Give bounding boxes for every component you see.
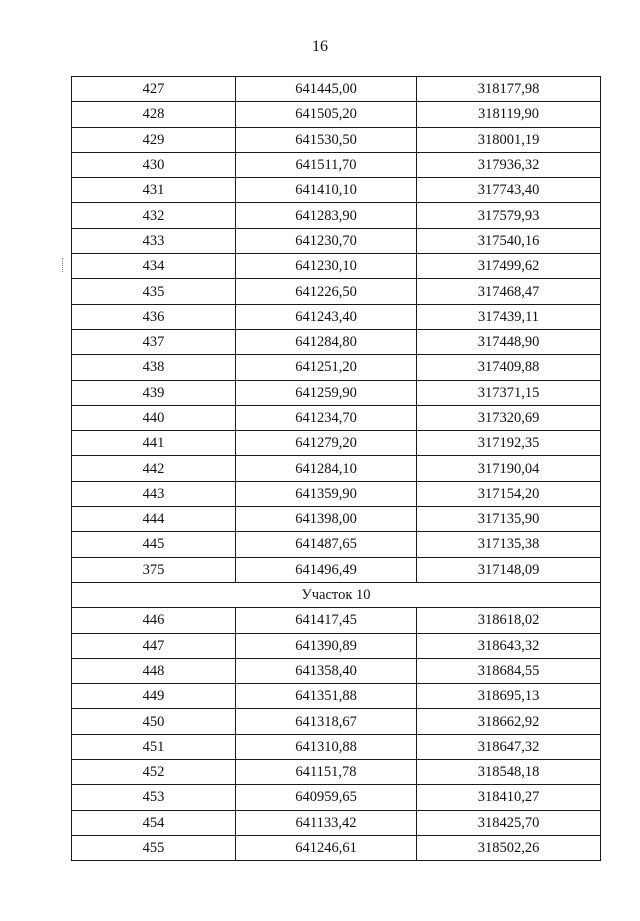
x-coordinate-cell: 641398,00 <box>236 507 417 532</box>
point-number-cell: 428 <box>72 102 236 127</box>
point-number-cell: 436 <box>72 304 236 329</box>
y-coordinate-cell: 317448,90 <box>417 329 601 354</box>
y-coordinate-cell: 317190,04 <box>417 456 601 481</box>
y-coordinate-cell: 317540,16 <box>417 228 601 253</box>
point-number-cell: 446 <box>72 608 236 633</box>
table-row <box>72 734 601 759</box>
x-coordinate-cell: 641226,50 <box>236 279 417 304</box>
x-coordinate-cell: 641259,90 <box>236 380 417 405</box>
point-number-cell: 375 <box>72 557 236 582</box>
point-number-cell: 450 <box>72 709 236 734</box>
table-row <box>72 532 601 557</box>
table-row <box>72 608 601 633</box>
coordinates-table-body <box>72 77 601 861</box>
y-coordinate-cell: 318684,55 <box>417 658 601 683</box>
point-number-cell: 445 <box>72 532 236 557</box>
table-row <box>72 456 601 481</box>
y-coordinate-cell: 317439,11 <box>417 304 601 329</box>
table-row <box>72 760 601 785</box>
point-number-cell: 434 <box>72 254 236 279</box>
point-number-cell: 448 <box>72 658 236 683</box>
table-row <box>72 633 601 658</box>
table-row <box>72 810 601 835</box>
point-number-cell: 438 <box>72 355 236 380</box>
table-row <box>72 431 601 456</box>
y-coordinate-cell: 317743,40 <box>417 178 601 203</box>
x-coordinate-cell: 641251,20 <box>236 355 417 380</box>
table-row <box>72 304 601 329</box>
x-coordinate-cell: 641133,42 <box>236 810 417 835</box>
y-coordinate-cell: 317579,93 <box>417 203 601 228</box>
y-coordinate-cell: 317192,35 <box>417 431 601 456</box>
y-coordinate-cell: 318643,32 <box>417 633 601 658</box>
table-row <box>72 658 601 683</box>
table-row <box>72 355 601 380</box>
y-coordinate-cell: 317409,88 <box>417 355 601 380</box>
y-coordinate-cell: 317499,62 <box>417 254 601 279</box>
table-row <box>72 329 601 354</box>
y-coordinate-cell: 318502,26 <box>417 835 601 860</box>
point-number-cell: 431 <box>72 178 236 203</box>
point-number-cell: 452 <box>72 760 236 785</box>
table-row <box>72 279 601 304</box>
point-number-cell: 433 <box>72 228 236 253</box>
point-number-cell: 442 <box>72 456 236 481</box>
y-coordinate-cell: 318425,70 <box>417 810 601 835</box>
x-coordinate-cell: 641487,65 <box>236 532 417 557</box>
x-coordinate-cell: 641310,88 <box>236 734 417 759</box>
point-number-cell: 427 <box>72 77 236 102</box>
y-coordinate-cell: 318647,32 <box>417 734 601 759</box>
x-coordinate-cell: 641410,10 <box>236 178 417 203</box>
point-number-cell: 444 <box>72 507 236 532</box>
x-coordinate-cell: 641358,40 <box>236 658 417 683</box>
point-number-cell: 451 <box>72 734 236 759</box>
point-number-cell: 449 <box>72 684 236 709</box>
y-coordinate-cell: 318662,92 <box>417 709 601 734</box>
section-header-row <box>72 582 601 607</box>
point-number-cell: 432 <box>72 203 236 228</box>
x-coordinate-cell: 641390,89 <box>236 633 417 658</box>
point-number-cell: 447 <box>72 633 236 658</box>
section-title: Участок 10 <box>72 582 601 607</box>
table-row <box>72 254 601 279</box>
point-number-cell: 443 <box>72 481 236 506</box>
point-number-cell: 435 <box>72 279 236 304</box>
y-coordinate-cell: 318410,27 <box>417 785 601 810</box>
y-coordinate-cell: 317135,90 <box>417 507 601 532</box>
x-coordinate-cell: 641284,10 <box>236 456 417 481</box>
point-number-cell: 429 <box>72 127 236 152</box>
table-row <box>72 77 601 102</box>
table-row <box>72 152 601 177</box>
x-coordinate-cell: 641234,70 <box>236 405 417 430</box>
point-number-cell: 439 <box>72 380 236 405</box>
page-number: 16 <box>312 38 328 55</box>
x-coordinate-cell: 641283,90 <box>236 203 417 228</box>
table-row <box>72 684 601 709</box>
x-coordinate-cell: 641445,00 <box>236 77 417 102</box>
coordinates-table <box>71 76 601 861</box>
x-coordinate-cell: 641351,88 <box>236 684 417 709</box>
x-coordinate-cell: 641230,10 <box>236 254 417 279</box>
table-row <box>72 178 601 203</box>
y-coordinate-cell: 318695,13 <box>417 684 601 709</box>
table-row <box>72 127 601 152</box>
y-coordinate-cell: 317371,15 <box>417 380 601 405</box>
x-coordinate-cell: 640959,65 <box>236 785 417 810</box>
y-coordinate-cell: 317135,38 <box>417 532 601 557</box>
x-coordinate-cell: 641284,80 <box>236 329 417 354</box>
point-number-cell: 437 <box>72 329 236 354</box>
y-coordinate-cell: 318548,18 <box>417 760 601 785</box>
x-coordinate-cell: 641511,70 <box>236 152 417 177</box>
y-coordinate-cell: 318001,19 <box>417 127 601 152</box>
x-coordinate-cell: 641230,70 <box>236 228 417 253</box>
y-coordinate-cell: 317936,32 <box>417 152 601 177</box>
y-coordinate-cell: 317154,20 <box>417 481 601 506</box>
table-row <box>72 203 601 228</box>
table-row <box>72 557 601 582</box>
table-row <box>72 380 601 405</box>
x-coordinate-cell: 641243,40 <box>236 304 417 329</box>
x-coordinate-cell: 641318,67 <box>236 709 417 734</box>
y-coordinate-cell: 317148,09 <box>417 557 601 582</box>
table-row <box>72 481 601 506</box>
margin-mark <box>62 258 64 272</box>
point-number-cell: 453 <box>72 785 236 810</box>
point-number-cell: 430 <box>72 152 236 177</box>
table-row <box>72 102 601 127</box>
x-coordinate-cell: 641151,78 <box>236 760 417 785</box>
y-coordinate-cell: 318618,02 <box>417 608 601 633</box>
x-coordinate-cell: 641496,49 <box>236 557 417 582</box>
x-coordinate-cell: 641417,45 <box>236 608 417 633</box>
y-coordinate-cell: 317468,47 <box>417 279 601 304</box>
table-row <box>72 785 601 810</box>
point-number-cell: 440 <box>72 405 236 430</box>
table-row <box>72 405 601 430</box>
point-number-cell: 455 <box>72 835 236 860</box>
table-row <box>72 709 601 734</box>
table-row <box>72 228 601 253</box>
table-row <box>72 835 601 860</box>
point-number-cell: 454 <box>72 810 236 835</box>
x-coordinate-cell: 641359,90 <box>236 481 417 506</box>
x-coordinate-cell: 641279,20 <box>236 431 417 456</box>
y-coordinate-cell: 317320,69 <box>417 405 601 430</box>
x-coordinate-cell: 641530,50 <box>236 127 417 152</box>
x-coordinate-cell: 641246,61 <box>236 835 417 860</box>
table-row <box>72 507 601 532</box>
point-number-cell: 441 <box>72 431 236 456</box>
x-coordinate-cell: 641505,20 <box>236 102 417 127</box>
y-coordinate-cell: 318177,98 <box>417 77 601 102</box>
y-coordinate-cell: 318119,90 <box>417 102 601 127</box>
